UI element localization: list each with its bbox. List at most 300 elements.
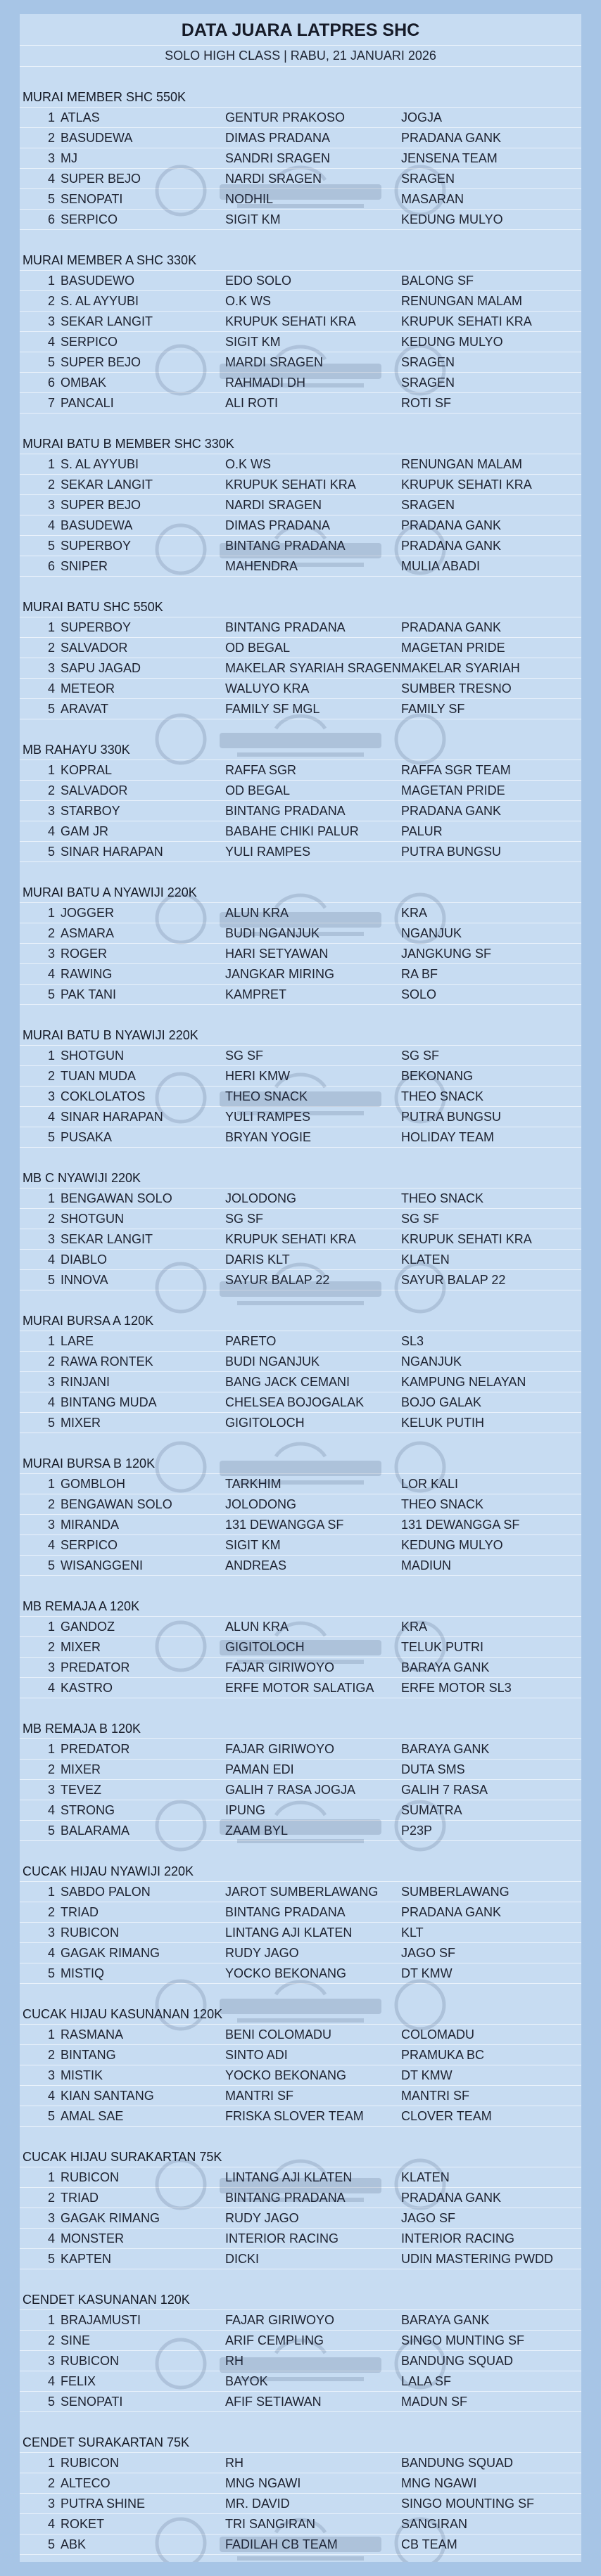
owner-cell: RH [225, 2354, 243, 2368]
rank-cell: 4 [47, 1538, 55, 1552]
team-cell: PRADANA GANK [401, 804, 502, 818]
team-cell: SG SF [401, 1049, 440, 1063]
team-cell: BANDUNG SQUAD [401, 2354, 514, 2368]
bird-name-cell: SUPERBOY [61, 539, 132, 553]
owner-cell: GIGITOLOCH [225, 1416, 305, 1430]
team-cell: BALONG SF [401, 274, 474, 288]
rank-cell: 3 [47, 661, 55, 675]
rank-cell: 4 [47, 967, 55, 981]
bird-name-cell: PREDATOR [61, 1742, 130, 1756]
spacer-row [20, 1576, 581, 1596]
team-cell: PRAMUKA BC [401, 2048, 485, 2062]
rank-cell: 5 [47, 2537, 55, 2551]
winner-row [20, 1229, 581, 1250]
team-cell: SRAGEN [401, 355, 455, 369]
rank-cell: 2 [47, 2048, 55, 2062]
bird-name-cell: INNOVA [61, 1273, 108, 1287]
winner-row [20, 2453, 581, 2473]
category-title: MURAI BATU SHC 550K [20, 597, 581, 617]
rank-cell: 4 [47, 2517, 55, 2531]
rank-cell: 4 [47, 1110, 55, 1124]
bird-name-cell: SINE [61, 2333, 91, 2347]
owner-cell: FAJAR GIRIWOYO [225, 1742, 335, 1756]
winner-row [20, 617, 581, 638]
rank-cell: 4 [47, 1681, 55, 1695]
rank-cell: 3 [47, 314, 55, 328]
team-cell: JAGO SF [401, 1946, 456, 1960]
spacer-row [20, 1148, 581, 1168]
rank-cell: 4 [47, 1803, 55, 1817]
bird-name-cell: GAM JR [61, 824, 109, 838]
spacer-row [20, 230, 581, 250]
winner-row [20, 944, 581, 964]
bird-name-cell: MJ [61, 151, 77, 165]
rank-cell: 2 [47, 783, 55, 797]
category-title: CUCAK HIJAU KASUNANAN 120K [20, 2004, 581, 2025]
owner-cell: FAMILY SF MGL [225, 702, 320, 716]
team-cell: GALIH 7 RASA [401, 1783, 488, 1797]
bird-name-cell: JOGGER [61, 906, 115, 920]
team-cell: SRAGEN [401, 172, 455, 186]
team-cell: PRADANA GANK [401, 518, 502, 532]
winner-row [20, 2106, 581, 2127]
rank-cell: 3 [47, 2497, 55, 2511]
category-block [20, 1168, 581, 1311]
winner-row [20, 2331, 581, 2351]
winner-row [20, 1678, 581, 1698]
bird-name-cell: ATLAS [61, 110, 100, 124]
category-list [20, 87, 581, 2555]
team-cell: SINGO MUNTING SF [401, 2333, 524, 2347]
bird-name-cell: SEKAR LANGIT [61, 478, 153, 492]
bird-name-cell: BASUDEWA [61, 518, 133, 532]
winner-row [20, 271, 581, 291]
team-cell: LALA SF [401, 2374, 452, 2388]
winner-row [20, 903, 581, 923]
winner-row [20, 821, 581, 842]
team-cell: KEDUNG MULYO [401, 335, 503, 349]
owner-cell: GENTUR PRAKOSO [225, 110, 346, 124]
category-title: CENDET SURAKARTAN 75K [20, 2433, 581, 2453]
rank-cell: 1 [47, 1885, 55, 1899]
team-cell: INTERIOR RACING [401, 2231, 515, 2245]
owner-cell: BAYOK [225, 2374, 268, 2388]
bird-name-cell: BALARAMA [61, 1824, 130, 1838]
winner-row [20, 1535, 581, 1556]
bird-name-cell: RAWA RONTEK [61, 1354, 153, 1369]
category-title: MURAI BURSA B 120K [20, 1454, 581, 1474]
owner-cell: BINTANG PRADANA [225, 620, 346, 634]
sheet-header [20, 14, 581, 67]
owner-cell: MARDI SRAGEN [225, 355, 324, 369]
team-cell: SOLO [401, 987, 437, 1001]
team-cell: SUMBERLAWANG [401, 1885, 510, 1899]
rank-cell: 1 [47, 457, 55, 471]
rank-cell: 6 [47, 376, 55, 390]
rank-cell: 2 [47, 1640, 55, 1654]
winner-row [20, 2392, 581, 2412]
owner-cell: JAROT SUMBERLAWANG [225, 1885, 379, 1899]
category-title: CUCAK HIJAU NYAWIJI 220K [20, 1861, 581, 1882]
rank-cell: 4 [47, 335, 55, 349]
winner-row [20, 1637, 581, 1658]
spacer-row [20, 1005, 581, 1025]
winner-row [20, 1209, 581, 1229]
owner-cell: THEO SNACK [225, 1089, 308, 1103]
owner-cell: BUDI NGANJUK [225, 1354, 320, 1369]
spacer-row [20, 1290, 581, 1311]
owner-cell: SG SF [225, 1049, 264, 1063]
owner-cell: MANTRI SF [225, 2089, 293, 2103]
rank-cell: 1 [47, 2170, 55, 2184]
rank-cell: 2 [47, 1497, 55, 1511]
category-block [20, 2147, 581, 2290]
spacer-row [20, 414, 581, 434]
spacer-row [20, 2269, 581, 2290]
winner-row [20, 1658, 581, 1678]
team-cell: SG SF [401, 1212, 440, 1226]
bird-name-cell: METEOR [61, 681, 115, 696]
winner-row [20, 801, 581, 821]
team-cell: RAFFA SGR TEAM [401, 763, 511, 777]
team-cell: PRADANA GANK [401, 131, 502, 145]
bird-name-cell: BINTANG MUDA [61, 1395, 157, 1409]
winner-row [20, 210, 581, 230]
owner-cell: BINTANG PRADANA [225, 2191, 346, 2205]
team-cell: COLOMADU [401, 2027, 475, 2042]
rank-cell: 4 [47, 1395, 55, 1409]
winner-row [20, 291, 581, 312]
bird-name-cell: GAGAK RIMANG [61, 2211, 160, 2225]
owner-cell: JOLODONG [225, 1497, 297, 1511]
rank-cell: 5 [47, 1824, 55, 1838]
team-cell: MULIA ABADI [401, 559, 481, 573]
owner-cell: TRI SANGIRAN [225, 2517, 316, 2531]
winner-row [20, 842, 581, 862]
bird-name-cell: SALVADOR [61, 641, 128, 655]
rank-cell: 2 [47, 2476, 55, 2490]
rank-cell: 2 [47, 478, 55, 492]
team-cell: KELUK PUTIH [401, 1416, 485, 1430]
winner-row [20, 1331, 581, 1352]
winner-row [20, 2473, 581, 2494]
rank-cell: 5 [47, 2252, 55, 2266]
team-cell: KRA [401, 1620, 428, 1634]
owner-cell: BINTANG PRADANA [225, 804, 346, 818]
category-block [20, 2290, 581, 2433]
rank-cell: 4 [47, 824, 55, 838]
owner-cell: DIMAS PRADANA [225, 518, 331, 532]
bird-name-cell: BINTANG [61, 2048, 116, 2062]
owner-cell: RUDY JAGO [225, 1946, 299, 1960]
team-cell: UDIN MASTERING PWDD [401, 2252, 553, 2266]
team-cell: KEDUNG MULYO [401, 1538, 503, 1552]
owner-cell: JOLODONG [225, 1191, 297, 1205]
winner-row [20, 638, 581, 658]
owner-cell: MR. DAVID [225, 2497, 290, 2511]
owner-cell: IPUNG [225, 1803, 266, 1817]
rank-cell: 2 [47, 2191, 55, 2205]
winner-row [20, 454, 581, 475]
rank-cell: 1 [47, 1742, 55, 1756]
bird-name-cell: RUBICON [61, 2170, 120, 2184]
category-title: MURAI BATU B NYAWIJI 220K [20, 1025, 581, 1046]
winner-row [20, 2249, 581, 2269]
owner-cell: DARIS KLT [225, 1252, 290, 1267]
category-title: MB C NYAWIJI 220K [20, 1168, 581, 1188]
owner-cell: ERFE MOTOR SALATIGA [225, 1681, 374, 1695]
owner-cell: DIMAS PRADANA [225, 131, 331, 145]
rank-cell: 3 [47, 1518, 55, 1532]
winner-row [20, 2188, 581, 2208]
bird-name-cell: ABK [61, 2537, 87, 2551]
rank-cell: 4 [47, 172, 55, 186]
bird-name-cell: SUPER BEJO [61, 355, 141, 369]
spacer-row [20, 577, 581, 597]
owner-cell: TARKHIM [225, 1477, 281, 1491]
rank-cell: 3 [47, 804, 55, 818]
bird-name-cell: BRAJAMUSTI [61, 2313, 141, 2327]
team-cell: MAGETAN PRIDE [401, 641, 505, 655]
owner-cell: KAMPRET [225, 987, 287, 1001]
page-subtitle: SOLO HIGH CLASS | RABU, 21 JANUARI 2026 [20, 45, 581, 67]
owner-cell: KRUPUK SEHATI KRA [225, 314, 356, 328]
team-cell: THEO SNACK [401, 1089, 484, 1103]
bird-name-cell: MONSTER [61, 2231, 124, 2245]
team-cell: DT KMW [401, 2068, 453, 2082]
bird-name-cell: WISANGGENI [61, 1558, 144, 1572]
winner-row [20, 1943, 581, 1963]
bird-name-cell: RUBICON [61, 1925, 120, 1940]
bird-name-cell: PAK TANI [61, 987, 117, 1001]
winner-row [20, 781, 581, 801]
winner-row [20, 1127, 581, 1148]
team-cell: JOGJA [401, 110, 443, 124]
spacer-row [20, 1433, 581, 1454]
team-cell: SANGIRAN [401, 2517, 468, 2531]
team-cell: CLOVER TEAM [401, 2109, 492, 2123]
winner-row [20, 2025, 581, 2045]
category-title: MURAI BATU B MEMBER SHC 330K [20, 434, 581, 454]
team-cell: RENUNGAN MALAM [401, 294, 523, 308]
team-cell: HOLIDAY TEAM [401, 1130, 495, 1144]
winner-row [20, 1902, 581, 1923]
bird-name-cell: SEKAR LANGIT [61, 314, 153, 328]
rank-cell: 5 [47, 355, 55, 369]
bird-name-cell: TUAN MUDA [61, 1069, 136, 1083]
winner-row [20, 760, 581, 781]
team-cell: BARAYA GANK [401, 1660, 490, 1674]
team-cell: KRUPUK SEHATI KRA [401, 314, 532, 328]
bird-name-cell: SABDO PALON [61, 1885, 151, 1899]
rank-cell: 3 [47, 1375, 55, 1389]
winner-row [20, 2167, 581, 2188]
category-title: MB REMAJA B 120K [20, 1719, 581, 1739]
owner-cell: KRUPUK SEHATI KRA [225, 1232, 356, 1246]
rank-cell: 5 [47, 845, 55, 859]
owner-cell: NARDI SRAGEN [225, 172, 322, 186]
winner-row [20, 475, 581, 495]
winner-row [20, 1107, 581, 1127]
bird-name-cell: MISTIK [61, 2068, 103, 2082]
rank-cell: 2 [47, 1762, 55, 1776]
owner-cell: FAJAR GIRIWOYO [225, 2313, 335, 2327]
rank-cell: 1 [47, 1191, 55, 1205]
owner-cell: SANDRI SRAGEN [225, 151, 331, 165]
bird-name-cell: MIXER [61, 1640, 101, 1654]
team-cell: KLT [401, 1925, 424, 1940]
bird-name-cell: SEKAR LANGIT [61, 1232, 153, 1246]
rank-cell: 5 [47, 1273, 55, 1287]
owner-cell: RUDY JAGO [225, 2211, 299, 2225]
winner-row [20, 169, 581, 189]
owner-cell: YULI RAMPES [225, 845, 311, 859]
team-cell: BANDUNG SQUAD [401, 2456, 514, 2470]
team-cell: SINGO MOUNTING SF [401, 2497, 534, 2511]
rank-cell: 3 [47, 1925, 55, 1940]
bird-name-cell: SERPICO [61, 1538, 118, 1552]
category-block [20, 883, 581, 1025]
bird-name-cell: KIAN SANTANG [61, 2089, 154, 2103]
bird-name-cell: ARAVAT [61, 702, 109, 716]
bird-name-cell: TRIAD [61, 2191, 99, 2205]
owner-cell: SG SF [225, 1212, 264, 1226]
team-cell: 131 DEWANGGA SF [401, 1518, 520, 1532]
category-block [20, 1861, 581, 2004]
rank-cell: 3 [47, 2068, 55, 2082]
owner-cell: ZAAM BYL [225, 1824, 289, 1838]
owner-cell: LINTANG AJI KLATEN [225, 1925, 353, 1940]
category-title: MB RAHAYU 330K [20, 740, 581, 760]
owner-cell: MAHENDRA [225, 559, 298, 573]
rank-cell: 2 [47, 294, 55, 308]
winner-row [20, 1821, 581, 1841]
owner-cell: FAJAR GIRIWOYO [225, 1660, 335, 1674]
winner-row [20, 495, 581, 515]
team-cell: THEO SNACK [401, 1191, 484, 1205]
rank-cell: 1 [47, 1477, 55, 1491]
rank-cell: 5 [47, 1966, 55, 1980]
rank-cell: 2 [47, 2333, 55, 2347]
winner-row [20, 1188, 581, 1209]
winner-row [20, 2065, 581, 2086]
winner-row [20, 515, 581, 536]
owner-cell: FADILAH CB TEAM [225, 2537, 338, 2551]
team-cell: BARAYA GANK [401, 2313, 490, 2327]
rank-cell: 5 [47, 1416, 55, 1430]
team-cell: JAGO SF [401, 2211, 456, 2225]
winner-row [20, 923, 581, 944]
winner-row [20, 2045, 581, 2065]
spacer-row [20, 2412, 581, 2433]
bird-name-cell: SALVADOR [61, 783, 128, 797]
winner-row [20, 1392, 581, 1413]
bird-name-cell: KAPTEN [61, 2252, 112, 2266]
winner-row [20, 2086, 581, 2106]
bird-name-cell: S. AL AYYUBI [61, 457, 139, 471]
rank-cell: 4 [47, 2089, 55, 2103]
rank-cell: 3 [47, 2354, 55, 2368]
team-cell: KEDUNG MULYO [401, 212, 503, 226]
bird-name-cell: SNIPER [61, 559, 108, 573]
team-cell: MAKELAR SYARIAH [401, 661, 520, 675]
winner-row [20, 312, 581, 332]
team-cell: SUMBER TRESNO [401, 681, 512, 696]
owner-cell: SIGIT KM [225, 1538, 281, 1552]
team-cell: ROTI SF [401, 396, 451, 410]
spacer-row [20, 1984, 581, 2004]
rank-cell: 4 [47, 1946, 55, 1960]
bird-name-cell: SUPER BEJO [61, 172, 141, 186]
bird-name-cell: MISTIQ [61, 1966, 104, 1980]
team-cell: SRAGEN [401, 498, 455, 512]
bird-name-cell: DIABLO [61, 1252, 108, 1267]
owner-cell: O.K WS [225, 457, 272, 471]
team-cell: MADUN SF [401, 2395, 467, 2409]
rank-cell: 3 [47, 947, 55, 961]
rank-cell: 2 [47, 1212, 55, 1226]
owner-cell: HARI SETYAWAN [225, 947, 329, 961]
spacer-row [20, 1698, 581, 1719]
category-block [20, 1719, 581, 1861]
owner-cell: HERI KMW [225, 1069, 290, 1083]
owner-cell: BINTANG PRADANA [225, 539, 346, 553]
rank-cell: 5 [47, 987, 55, 1001]
rank-cell: 5 [47, 2109, 55, 2123]
team-cell: PRADANA GANK [401, 2191, 502, 2205]
team-cell: MADIUN [401, 1558, 451, 1572]
winner-row [20, 1739, 581, 1760]
category-block [20, 87, 581, 250]
rank-cell: 1 [47, 2313, 55, 2327]
team-cell: KLATEN [401, 1252, 450, 1267]
owner-cell: RH [225, 2456, 243, 2470]
bird-name-cell: RUBICON [61, 2456, 120, 2470]
winner-row [20, 128, 581, 148]
bird-name-cell: SERPICO [61, 212, 118, 226]
team-cell: BOJO GALAK [401, 1395, 482, 1409]
rank-cell: 1 [47, 620, 55, 634]
team-cell: BARAYA GANK [401, 1742, 490, 1756]
rank-cell: 4 [47, 2374, 55, 2388]
owner-cell: ALUN KRA [225, 1620, 289, 1634]
winner-row [20, 1474, 581, 1494]
winner-row [20, 1250, 581, 1270]
owner-cell: INTERIOR RACING [225, 2231, 339, 2245]
owner-cell: RAFFA SGR [225, 763, 297, 777]
rank-cell: 4 [47, 2231, 55, 2245]
owner-cell: 131 DEWANGGA SF [225, 1518, 344, 1532]
winner-row [20, 1066, 581, 1087]
winner-row [20, 189, 581, 210]
team-cell: RENUNGAN MALAM [401, 457, 523, 471]
bird-name-cell: BENGAWAN SOLO [61, 1497, 172, 1511]
team-cell: PRADANA GANK [401, 539, 502, 553]
winner-row [20, 1882, 581, 1902]
bird-name-cell: SENOPATI [61, 192, 123, 206]
rank-cell: 3 [47, 1783, 55, 1797]
owner-cell: DICKI [225, 2252, 260, 2266]
owner-cell: NARDI SRAGEN [225, 498, 322, 512]
winner-row [20, 2229, 581, 2249]
winner-row [20, 332, 581, 352]
rank-cell: 6 [47, 559, 55, 573]
rank-cell: 1 [47, 1620, 55, 1634]
category-block [20, 597, 581, 740]
winner-row [20, 1963, 581, 1984]
team-cell: PUTRA BUNGSU [401, 1110, 502, 1124]
winner-row [20, 393, 581, 414]
